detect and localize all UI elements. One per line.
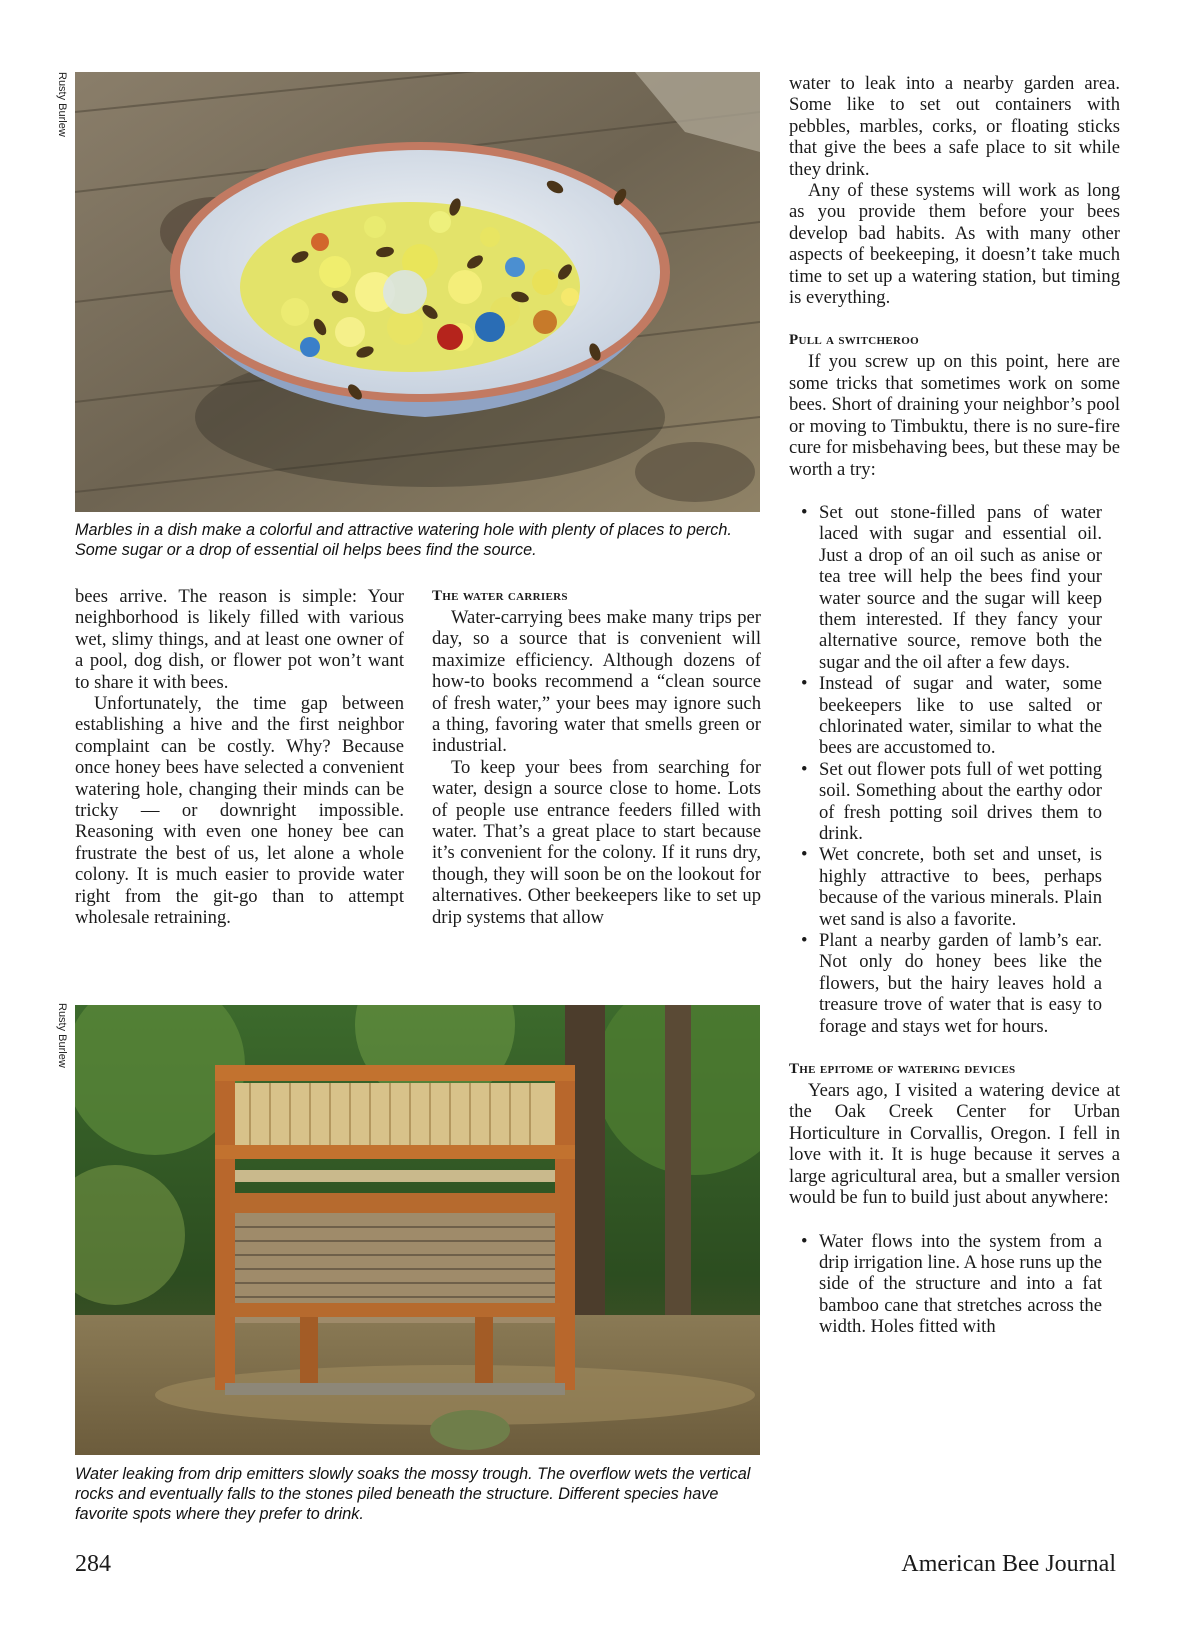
section-heading: Pull a switcheroo [789, 332, 919, 349]
photo-caption-top: Marbles in a dish make a colorful and attractive watering hole with plenty of places to perch. Some sugar or a drop of essential oil helps bees find the source. [75, 521, 732, 559]
section-heading: The water carriers [432, 588, 568, 604]
column-middle [432, 586, 761, 928]
paragraph: If you screw up on this point, here are some tricks that sometimes work on some bees. Short of draining your neighbor’s pool or moving to Timbuktu, there is no sure-fire cure for misbehaving bees, but these may be worth a try: [789, 351, 1120, 480]
journal-title: American Bee Journal [901, 1551, 1116, 1577]
section-heading: The epitome of watering devices [789, 1061, 1016, 1078]
list-item: • Instead of sugar and water, some beekeepers like to use salted or chlorinated water, similar to what the bees are accustomed to. [789, 673, 1120, 759]
list-item: • Wet concrete, both set and unset, is highly attractive to bees, perhaps because of the various minerals. Plain wet sand is also a favorite. [789, 844, 1120, 930]
paragraph: water to leak into a nearby garden area. Some like to set out containers with pebbles, marbles, corks, or floating sticks that give the bees a safe place to sit while they drink. [789, 73, 1120, 180]
column-right [789, 73, 1120, 1338]
paragraph: bees arrive. The reason is simple: Your neighborhood is likely filled with various wet, slimy things, and at least one owner of a pool, dog dish, or flower pot won’t want to share it with bees. [75, 586, 404, 693]
paragraph: Any of these systems will work as long as you provide them before your bees develop bad habits. As with many other aspects of beekeeping, it doesn’t take much time to set up a watering station, but timing is everything. [789, 180, 1120, 309]
photo-credit-top: Rusty Burlew [56, 72, 68, 137]
paragraph: Years ago, I visited a watering device at the Oak Creek Center for Urban Horticulture in Corvallis, Oregon. I fell in love with it. It is huge because it serves a large agricultural area, but a smaller version would be fun to build just about anywhere: [789, 1080, 1120, 1209]
page-number: 284 [75, 1551, 111, 1577]
watering-structure-photo [75, 1005, 760, 1455]
list-item: • Set out flower pots full of wet potting soil. Something about the earthy odor of fresh potting soil drives them to drink. [789, 759, 1120, 845]
device-list [789, 1231, 1120, 1338]
paragraph: Water-carrying bees make many trips per day, so a source that is convenient will maximize efficiency. Although dozens of how-to books recommend a “clean source of fresh water,” your bees may ignore such a thing, favoring water that smells green or industrial. [432, 607, 761, 757]
column-left [75, 586, 404, 929]
tips-list [789, 502, 1120, 1037]
list-item: • Plant a nearby garden of lamb’s ear. Not only do honey bees like the flowers, but the hairy leaves hold a treasure trove of water that is easy to forage and stays wet for hours. [789, 930, 1120, 1037]
photo-credit-bottom: Rusty Burlew [56, 1003, 68, 1068]
photo-caption-bottom: Water leaking from drip emitters slowly soaks the mossy trough. The overflow wets the vertical rocks and eventually falls to the stones piled beneath the structure. Different species have favorite spots where they prefer to drink. [75, 1465, 751, 1523]
paragraph: To keep your bees from searching for water, design a source close to home. Lots of people use entrance feeders filled with water. That’s a great place to start because it’s convenient for the colony. If it runs dry, though, they will soon be on the lookout for alternatives. Other beekeepers like to set up drip systems that allow [432, 756, 761, 928]
list-item: • Water flows into the system from a drip irrigation line. A hose runs up the side of the structure and into a fat bamboo cane that stretches across the width. Holes fitted with [789, 1231, 1120, 1338]
list-item: • Set out stone-filled pans of water laced with sugar and essential oil. Just a drop of an oil such as anise or tea tree will help the bees find your water source and the sugar will keep them interested. If they fancy your alternative source, remove both the sugar and the oil after a few days. [789, 502, 1120, 673]
paragraph: Unfortunately, the time gap between establishing a hive and the first neighbor complaint can be costly. Why? Because once honey bees have selected a convenient watering hole, changing their minds can be tricky — or downright impossible. Reasoning with even one honey bee can frustrate the best of us, let alone a whole colony. It is much easier to provide water right from the git-go than to attempt wholesale retraining. [75, 693, 404, 929]
marble-dish-photo [75, 72, 760, 512]
